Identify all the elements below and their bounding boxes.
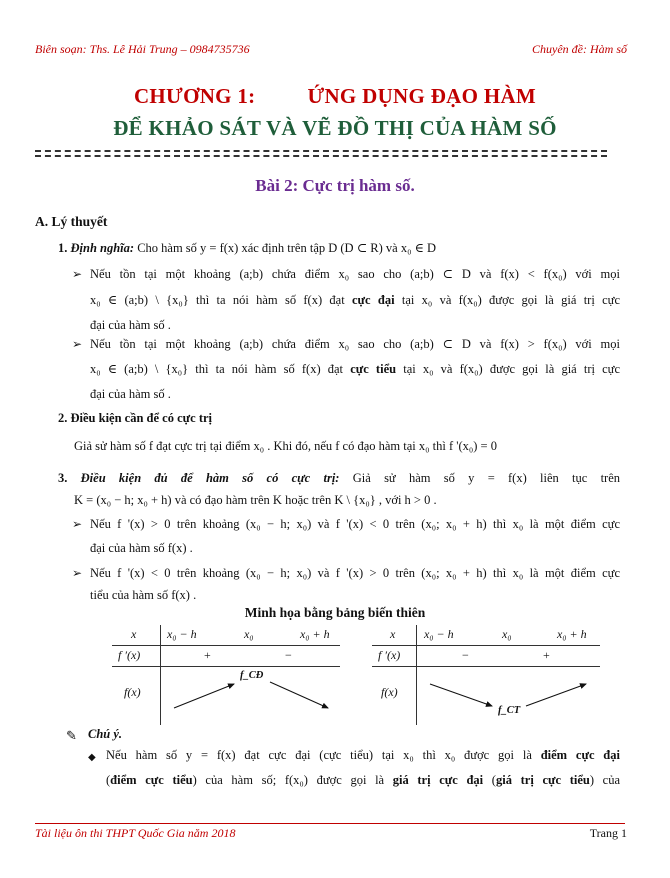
double-dashed-divider [35, 150, 607, 157]
x-label: x [390, 627, 396, 641]
fprime-label: f ′(x) [378, 648, 401, 662]
x-label: x [131, 627, 137, 641]
definition-label: Định nghĩa: [70, 241, 135, 255]
definition-text: Cho hàm số y = f(x) xác định trên tập D (D ⊂ R) và x₀ ∈ D [137, 241, 436, 255]
arrow-bullet-icon: ➢ [72, 566, 83, 580]
chapter-title: ỨNG DỤNG ĐẠO HÀM [307, 84, 537, 108]
cond3-label: Điều kiện đủ để hàm số có cực trị: [80, 471, 340, 485]
cond3-text: Giả sử hàm số y = f(x) liên tục trên [352, 471, 621, 485]
note-bold-min-point: điểm cực tiểu [110, 773, 193, 787]
cond3-bullet2-line2: tiểu của hàm số f(x) . [90, 588, 197, 602]
sign-minus: − [462, 648, 469, 662]
chapter-title-line2: ĐỂ KHẢO SÁT VÀ VẼ ĐỒ THỊ CỦA HÀM SỐ [113, 116, 557, 140]
x-left: x₀ − h [424, 627, 454, 641]
cond3-line2: K = (x₀ − h; x₀ + h) và có đạo hàm trên K hoặc trên K \ {x₀} , với h > 0 . [74, 493, 437, 507]
lesson-title: Bài 2: Cực trị hàm số. [255, 176, 415, 195]
definition-line [58, 240, 436, 257]
x-left: x₀ − h [167, 627, 197, 641]
trend-arrows [416, 666, 600, 726]
x-center: x₀ [502, 627, 512, 641]
f-min-label: f_CT [498, 705, 521, 716]
section-a-heading: A. Lý thuyết [35, 214, 108, 229]
def-bullet2-line1: Nếu tồn tại một khoảng (a;b) chứa điểm x₀ sao cho (a;b) ⊂ D và f(x) > f(x₀) với mọi [90, 337, 620, 351]
note-bold-max-value: giá trị cực đại [392, 773, 484, 787]
note-bold-min-value: giá trị cực tiểu [495, 773, 590, 787]
pencil-icon: ✎ [66, 728, 77, 743]
table-caption: Minh họa bằng bảng biến thiên [244, 605, 426, 620]
x-right: x₀ + h [557, 627, 587, 641]
sign-plus: + [204, 648, 211, 662]
cond3-bullet1-line1: Nếu f '(x) > 0 trên khoảng (x₀ − h; x₀) và f '(x) < 0 trên (x₀; x₀ + h) thì x₀ là một điểm cực [90, 517, 620, 531]
cond2-title: 2. Điều kiện cần để có cực trị [58, 411, 213, 425]
def-b1-text-a: x₀ ∈ (a;b) \ {x₀} thì ta nói hàm số f(x) đạt [90, 293, 352, 307]
note-line2 [106, 772, 620, 789]
arrow-bullet-icon: ➢ [72, 337, 83, 351]
chapter-title-line1 [0, 84, 670, 109]
x-right: x₀ + h [300, 627, 330, 641]
def-b1-text-c: tại x₀ và f(x₀) được gọi là giá trị cực [394, 293, 620, 307]
f-max-label: f_CĐ [240, 670, 264, 681]
header-author: Biên soạn: Ths. Lê Hải Trung – 0984735736 [35, 42, 250, 56]
def-b2-text-a: x₀ ∈ (a;b) \ {x₀} thì ta nói hàm số f(x) đạt [90, 362, 351, 376]
page-number: Trang 1 [589, 826, 627, 840]
def-bullet2-line3: đại của hàm số . [90, 387, 171, 401]
definition-num: 1. [58, 241, 68, 255]
def-b2-bold: cực tiểu [350, 362, 397, 376]
note-line1 [106, 747, 620, 764]
f-label: f(x) [381, 685, 398, 699]
f-label: f(x) [124, 685, 141, 699]
arrow-bullet-icon: ➢ [72, 267, 83, 281]
cond3-line1 [58, 470, 620, 487]
x-center: x₀ [244, 627, 254, 641]
def-bullet2-line2 [90, 361, 620, 378]
sign-plus: + [543, 648, 550, 662]
note-l1-bold: điểm cực đại [540, 748, 620, 762]
cond3-num: 3. [58, 471, 68, 485]
diamond-bullet-icon: ◆ [88, 752, 96, 763]
def-b2-text-c: tại x₀ và f(x₀) được gọi là giá trị cực [396, 362, 621, 376]
note-paren: ( [483, 773, 496, 787]
def-bullet1-line3: đại của hàm số . [90, 318, 171, 332]
def-bullet1-line1: Nếu tồn tại một khoảng (a;b) chứa điểm x₀ sao cho (a;b) ⊂ D và f(x) < f(x₀) với mọi [90, 267, 620, 281]
chapter-label: CHƯƠNG 1: [133, 84, 256, 108]
footer-divider [35, 823, 625, 824]
def-b1-bold: cực đại [351, 293, 395, 307]
footer-doc-title: Tài liệu ôn thi THPT Quốc Gia năm 2018 [35, 826, 236, 840]
sign-minus: − [285, 648, 292, 662]
cond3-bullet1-line2: đại của hàm số f(x) . [90, 541, 193, 555]
note-label: Chú ý. [88, 727, 123, 741]
note-l1-text: Nếu hàm số y = f(x) đạt cực đại (cực tiểu) tại x₀ thì x₀ được gọi là [106, 748, 541, 762]
fprime-label: f ′(x) [118, 648, 141, 662]
note-paren: ( [106, 773, 111, 787]
def-bullet1-line2 [90, 292, 620, 309]
note-text-end: ) của [589, 773, 621, 787]
cond2-text: Giả sử hàm số f đạt cực trị tại điểm x₀ . Khi đó, nếu f có đạo hàm tại x₀ thì f '(x₀) = 0 [74, 439, 497, 453]
trend-arrows [160, 666, 340, 726]
header-topic: Chuyên đề: Hàm số [532, 42, 627, 56]
cond3-bullet2-line1: Nếu f '(x) < 0 trên khoảng (x₀ − h; x₀) và f '(x) > 0 trên (x₀; x₀ + h) thì x₀ là một điểm cực [90, 566, 620, 580]
note-text: ) của hàm số; f(x₀) được gọi là [192, 773, 393, 787]
arrow-bullet-icon: ➢ [72, 517, 83, 531]
